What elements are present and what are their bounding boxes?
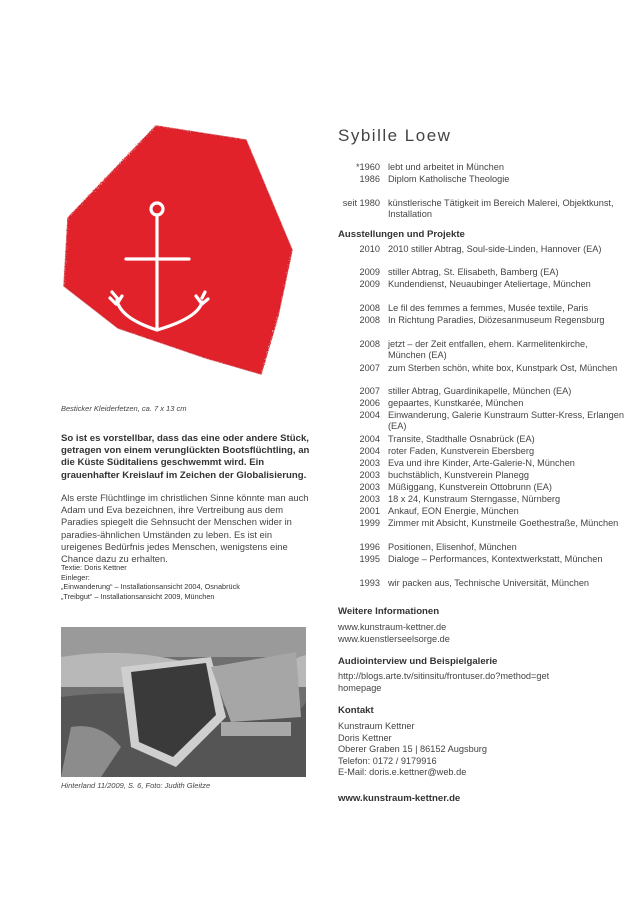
- red-fabric-image: [56, 118, 306, 398]
- credit-line: „Treibgut“ – Installationsansicht 2009, München: [61, 591, 215, 601]
- audio-heading: Audiointerview und Beispielgalerie: [338, 656, 498, 667]
- exhibition-year: 2004: [359, 434, 380, 444]
- audio-link[interactable]: http://blogs.arte.tv/sitinsitu/frontuser.do?method=get: [338, 671, 550, 681]
- exhibition-year: 2003: [359, 470, 380, 480]
- image-caption: Besticker Kleiderfetzen, ca. 7 x 13 cm: [61, 404, 187, 413]
- exhibition-text: gepaartes, Kunstkarée, München: [388, 398, 524, 408]
- exhibition-year: 2003: [359, 482, 380, 492]
- exhibition-text: buchstäblich, Kunstverein Planegg: [388, 470, 529, 480]
- exhibition-text: 18 x 24, Kunstraum Sterngasse, Nürnberg: [388, 494, 561, 504]
- exhibition-year: 1999: [359, 518, 380, 528]
- exhibition-year: 2003: [359, 494, 380, 504]
- footer-url[interactable]: www.kunstraum-kettner.de: [338, 793, 461, 804]
- bio-text: lebt und arbeitet in München: [388, 162, 504, 172]
- exhibition-text: zum Sterben schön, white box, Kunstpark Ost, München: [388, 363, 618, 373]
- exhibition-text: roter Faden, Kunstverein Ebersberg: [388, 446, 535, 456]
- contact-heading: Kontakt: [338, 705, 374, 716]
- exhibition-year: 2008: [359, 315, 380, 325]
- exhibition-year: 2010: [359, 244, 380, 254]
- exhibition-text: Ankauf, EON Energie, München: [388, 506, 519, 516]
- exhibition-text: Zimmer mit Absicht, Kunstmeile Goethestraße, München: [388, 518, 619, 528]
- contact-email[interactable]: E-Mail: doris.e.kettner@web.de: [338, 767, 467, 777]
- credit-line: Textie: Doris Kettner: [61, 563, 127, 572]
- exhibition-year: 2006: [359, 398, 380, 408]
- exhibition-text: Positionen, Elisenhof, München: [388, 542, 517, 552]
- exhibition-text: Dialoge – Performances, Kontextwerkstatt, München: [388, 554, 603, 564]
- bio-text: Diplom Katholische Theologie: [388, 174, 510, 184]
- bio-year: *1960: [355, 162, 380, 172]
- exhibition-year: 2003: [359, 458, 380, 468]
- artist-name: Sybille Loew: [338, 126, 452, 145]
- exhibition-year: 2004: [359, 446, 380, 456]
- exhibition-year: 2009: [359, 279, 380, 289]
- audio-link-cont[interactable]: homepage: [338, 682, 382, 693]
- exhibition-year: 2008: [359, 339, 380, 349]
- exhibition-text: stiller Abtrag, St. Elisabeth, Bamberg (EA): [388, 267, 559, 277]
- exhibition-year: 2008: [359, 303, 380, 313]
- credit-line: „Einwanderung“ – Installationsansicht 2004, Osnabrück: [61, 582, 240, 592]
- contact-line: Doris Kettner: [338, 732, 392, 743]
- exhibitions-heading: Ausstellungen und Projekte: [338, 229, 465, 240]
- contact-line: Oberer Graben 15 | 86152 Augsburg: [338, 744, 487, 754]
- exhibition-text: Eva und ihre Kinder, Arte-Galerie-N, München: [388, 458, 575, 468]
- exhibition-year: 2004: [359, 410, 380, 420]
- lead-text: So ist es vorstellbar, dass das eine oder andere Stück, getragen von einem verunglückten Bootsflüchtling, an die Küste Süditaliens geschwemmt wird. Ein grauenhafter Kreislauf im Zeichen der Globalisierung.: [61, 433, 310, 481]
- anchor-embroidery-icon: [56, 118, 306, 398]
- exhibition-text: Transite, Stadthalle Osnabrück (EA): [388, 434, 535, 444]
- exhibition-year: 2007: [359, 363, 380, 373]
- exhibition-text: 2010 stiller Abtrag, Soul-side-Linden, Hannover (EA): [388, 244, 602, 254]
- contact-phone: Telefon: 0172 / 9179916: [338, 755, 437, 766]
- exhibition-text: wir packen aus, Technische Universität, München: [388, 578, 590, 588]
- photo-caption: Hinterland 11/2009, S. 6, Foto: Judith Gleitze: [61, 781, 211, 790]
- bio-year: seit 1980: [342, 198, 380, 208]
- body-text: Als erste Flüchtlinge im christlichen Sinne könnte man auch Adam und Eva bezeichnen, ihre Vertreibung aus dem Paradies spiegelt die Sehnsucht der Menschen wider in paradies-ähnlichen Umständen zu leben. Es ist ein ureigenes Bedürfnis jedes Menschen, wenigstens eine Chance dazu zu erhalten.: [61, 492, 309, 565]
- exhibition-year: 1993: [359, 578, 380, 588]
- exhibition-text: stiller Abtrag, Guardinikapelle, München (EA): [388, 386, 572, 396]
- beach-photo: [61, 627, 306, 777]
- credit-line: Einleger:: [61, 572, 90, 582]
- exhibition-text: Müßiggang, Kunstverein Ottobrunn (EA): [388, 482, 552, 492]
- audio-links: [338, 671, 598, 694]
- more-info-heading: Weitere Informationen: [338, 606, 440, 617]
- exhibition-year: 1995: [359, 554, 380, 564]
- more-info-links: [338, 622, 598, 645]
- exhibition-year: 2009: [359, 267, 380, 277]
- website-link[interactable]: www.kuenstlerseelsorge.de: [338, 633, 450, 644]
- bio-text: künstlerische Tätigkeit im Bereich Malerei, Objektkunst, Installation: [388, 198, 614, 219]
- contact-line: Kunstraum Kettner: [338, 721, 415, 731]
- exhibition-text: Kundendienst, Neuaubinger Ateliertage, München: [388, 279, 591, 289]
- contact-block: [338, 721, 598, 779]
- credits: [61, 563, 311, 601]
- exhibition-year: 1996: [359, 542, 380, 552]
- website-link[interactable]: www.kunstraum-kettner.de: [338, 622, 447, 632]
- exhibition-text: jetzt – der Zeit entfallen, ehem. Karmelitenkirche, München (EA): [388, 339, 588, 360]
- exhibition-text: In Richtung Paradies, Diözesanmuseum Regensburg: [388, 315, 605, 325]
- exhibition-text: Einwanderung, Galerie Kunstraum Sutter-Kress, Erlangen (EA): [388, 410, 624, 431]
- bio-year: 1986: [359, 174, 380, 184]
- exhibition-year: 2001: [359, 506, 380, 516]
- exhibition-year: 2007: [359, 386, 380, 396]
- exhibition-text: Le fil des femmes a femmes, Musée textile, Paris: [388, 303, 589, 313]
